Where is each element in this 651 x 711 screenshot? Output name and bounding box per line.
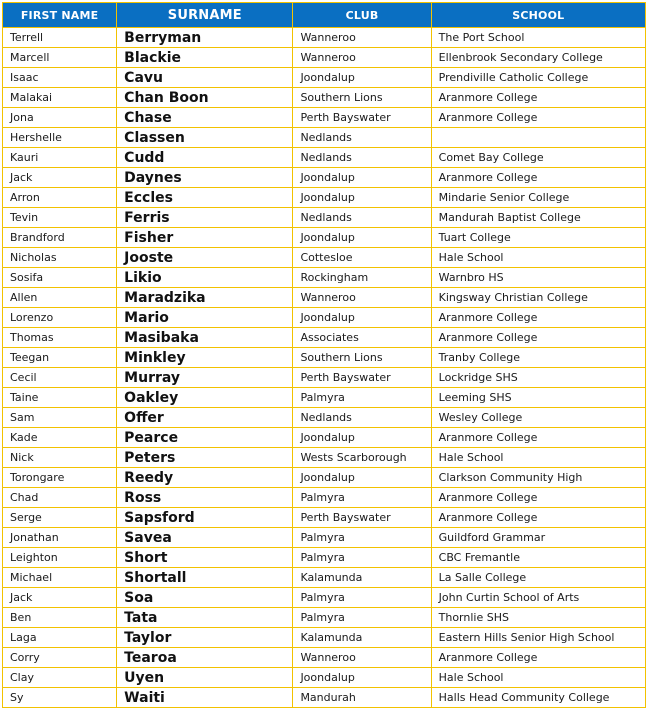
table-row [3,428,646,448]
cell-school: Mandurah Baptist College [431,208,645,228]
cell-first-name: Sy [3,688,117,708]
cell-first-name: Taine [3,388,117,408]
cell-club: Wanneroo [293,48,431,68]
cell-surname: Jooste [117,248,293,268]
cell-club: Nedlands [293,408,431,428]
cell-club: Mandurah [293,688,431,708]
table-row [3,648,646,668]
cell-school: Aranmore College [431,508,645,528]
cell-first-name: Jona [3,108,117,128]
cell-first-name: Serge [3,508,117,528]
cell-school: Wesley College [431,408,645,428]
cell-surname: Offer [117,408,293,428]
table-row [3,148,646,168]
cell-club: Joondalup [293,428,431,448]
table-row [3,108,646,128]
cell-first-name: Brandford [3,228,117,248]
cell-surname: Ferris [117,208,293,228]
cell-surname: Minkley [117,348,293,368]
cell-school: Leeming SHS [431,388,645,408]
cell-surname: Tearoa [117,648,293,668]
cell-school: John Curtin School of Arts [431,588,645,608]
table-row [3,608,646,628]
cell-school: Hale School [431,668,645,688]
cell-first-name: Kade [3,428,117,448]
header-school: SCHOOL [431,3,645,28]
cell-surname: Mario [117,308,293,328]
cell-club: Southern Lions [293,348,431,368]
cell-surname: Oakley [117,388,293,408]
cell-club: Perth Bayswater [293,108,431,128]
cell-first-name: Lorenzo [3,308,117,328]
cell-surname: Chan Boon [117,88,293,108]
table-row [3,308,646,328]
cell-school: Kingsway Christian College [431,288,645,308]
table-row [3,568,646,588]
player-roster-table [2,2,646,708]
cell-surname: Short [117,548,293,568]
cell-school: Thornlie SHS [431,608,645,628]
cell-surname: Chase [117,108,293,128]
cell-first-name: Nick [3,448,117,468]
cell-first-name: Marcell [3,48,117,68]
table-row [3,268,646,288]
cell-surname: Masibaka [117,328,293,348]
cell-club: Palmyra [293,488,431,508]
header-club: CLUB [293,3,431,28]
table-row [3,508,646,528]
cell-surname: Savea [117,528,293,548]
cell-school: Aranmore College [431,488,645,508]
table-row [3,468,646,488]
cell-first-name: Jack [3,588,117,608]
cell-surname: Maradzika [117,288,293,308]
cell-surname: Ross [117,488,293,508]
cell-club: Nedlands [293,128,431,148]
cell-surname: Tata [117,608,293,628]
cell-club: Nedlands [293,148,431,168]
cell-school: Comet Bay College [431,148,645,168]
cell-surname: Cudd [117,148,293,168]
cell-school: Guildford Grammar [431,528,645,548]
cell-school: CBC Fremantle [431,548,645,568]
table-row [3,368,646,388]
cell-club: Rockingham [293,268,431,288]
cell-surname: Pearce [117,428,293,448]
cell-school: Aranmore College [431,428,645,448]
cell-club: Palmyra [293,548,431,568]
table-row [3,628,646,648]
cell-school: Aranmore College [431,108,645,128]
cell-club: Wanneroo [293,288,431,308]
cell-school: Clarkson Community High [431,468,645,488]
cell-surname: Classen [117,128,293,148]
cell-first-name: Sam [3,408,117,428]
table-row [3,408,646,428]
cell-surname: Blackie [117,48,293,68]
table-row [3,48,646,68]
cell-club: Joondalup [293,468,431,488]
cell-first-name: Isaac [3,68,117,88]
cell-club: Wanneroo [293,28,431,48]
cell-club: Wanneroo [293,648,431,668]
table-row [3,668,646,688]
cell-first-name: Ben [3,608,117,628]
cell-surname: Daynes [117,168,293,188]
table-row [3,128,646,148]
cell-first-name: Allen [3,288,117,308]
table-header [3,3,646,28]
cell-school: Hale School [431,248,645,268]
header-first-name: FIRST NAME [3,3,117,28]
cell-club: Joondalup [293,668,431,688]
table-row [3,188,646,208]
cell-club: Kalamunda [293,568,431,588]
table-row [3,88,646,108]
cell-surname: Cavu [117,68,293,88]
cell-surname: Berryman [117,28,293,48]
cell-first-name: Arron [3,188,117,208]
cell-first-name: Michael [3,568,117,588]
cell-school: Prendiville Catholic College [431,68,645,88]
cell-club: Joondalup [293,168,431,188]
cell-surname: Peters [117,448,293,468]
cell-surname: Fisher [117,228,293,248]
cell-club: Perth Bayswater [293,368,431,388]
cell-surname: Soa [117,588,293,608]
cell-first-name: Laga [3,628,117,648]
table-row [3,488,646,508]
cell-school: Mindarie Senior College [431,188,645,208]
table-row [3,548,646,568]
cell-first-name: Kauri [3,148,117,168]
table-row [3,168,646,188]
cell-school: Ellenbrook Secondary College [431,48,645,68]
cell-first-name: Torongare [3,468,117,488]
cell-school: Tuart College [431,228,645,248]
cell-club: Associates [293,328,431,348]
cell-first-name: Tevin [3,208,117,228]
cell-school: Tranby College [431,348,645,368]
table-row [3,528,646,548]
header-surname: SURNAME [117,3,293,28]
cell-surname: Shortall [117,568,293,588]
cell-first-name: Chad [3,488,117,508]
cell-first-name: Teegan [3,348,117,368]
table-row [3,388,646,408]
cell-school: Lockridge SHS [431,368,645,388]
cell-first-name: Hershelle [3,128,117,148]
cell-surname: Eccles [117,188,293,208]
cell-surname: Waiti [117,688,293,708]
cell-first-name: Nicholas [3,248,117,268]
table-row [3,228,646,248]
cell-club: Joondalup [293,308,431,328]
cell-first-name: Corry [3,648,117,668]
cell-school [431,128,645,148]
cell-school: The Port School [431,28,645,48]
cell-first-name: Terrell [3,28,117,48]
table-row [3,208,646,228]
table-row [3,588,646,608]
cell-club: Joondalup [293,228,431,248]
cell-club: Palmyra [293,388,431,408]
cell-surname: Murray [117,368,293,388]
cell-club: Nedlands [293,208,431,228]
cell-first-name: Thomas [3,328,117,348]
cell-surname: Uyen [117,668,293,688]
cell-club: Perth Bayswater [293,508,431,528]
cell-school: Aranmore College [431,308,645,328]
cell-surname: Taylor [117,628,293,648]
table-body [3,28,646,708]
cell-school: Eastern Hills Senior High School [431,628,645,648]
header-row [3,3,646,28]
cell-school: Aranmore College [431,648,645,668]
cell-school: Hale School [431,448,645,468]
cell-club: Wests Scarborough [293,448,431,468]
table-row [3,28,646,48]
cell-school: Aranmore College [431,168,645,188]
cell-surname: Sapsford [117,508,293,528]
table-row [3,288,646,308]
table-row [3,248,646,268]
table-row [3,328,646,348]
cell-surname: Reedy [117,468,293,488]
cell-club: Palmyra [293,528,431,548]
cell-school: Aranmore College [431,328,645,348]
cell-school: La Salle College [431,568,645,588]
cell-club: Southern Lions [293,88,431,108]
cell-club: Palmyra [293,608,431,628]
cell-club: Joondalup [293,68,431,88]
cell-club: Cottesloe [293,248,431,268]
table-row [3,688,646,708]
cell-first-name: Jack [3,168,117,188]
cell-first-name: Jonathan [3,528,117,548]
cell-first-name: Cecil [3,368,117,388]
table-row [3,448,646,468]
cell-surname: Likio [117,268,293,288]
cell-club: Kalamunda [293,628,431,648]
cell-club: Joondalup [293,188,431,208]
cell-school: Aranmore College [431,88,645,108]
cell-first-name: Malakai [3,88,117,108]
cell-first-name: Sosifa [3,268,117,288]
cell-school: Warnbro HS [431,268,645,288]
cell-club: Palmyra [293,588,431,608]
table-row [3,68,646,88]
table-row [3,348,646,368]
cell-first-name: Leighton [3,548,117,568]
cell-first-name: Clay [3,668,117,688]
cell-school: Halls Head Community College [431,688,645,708]
